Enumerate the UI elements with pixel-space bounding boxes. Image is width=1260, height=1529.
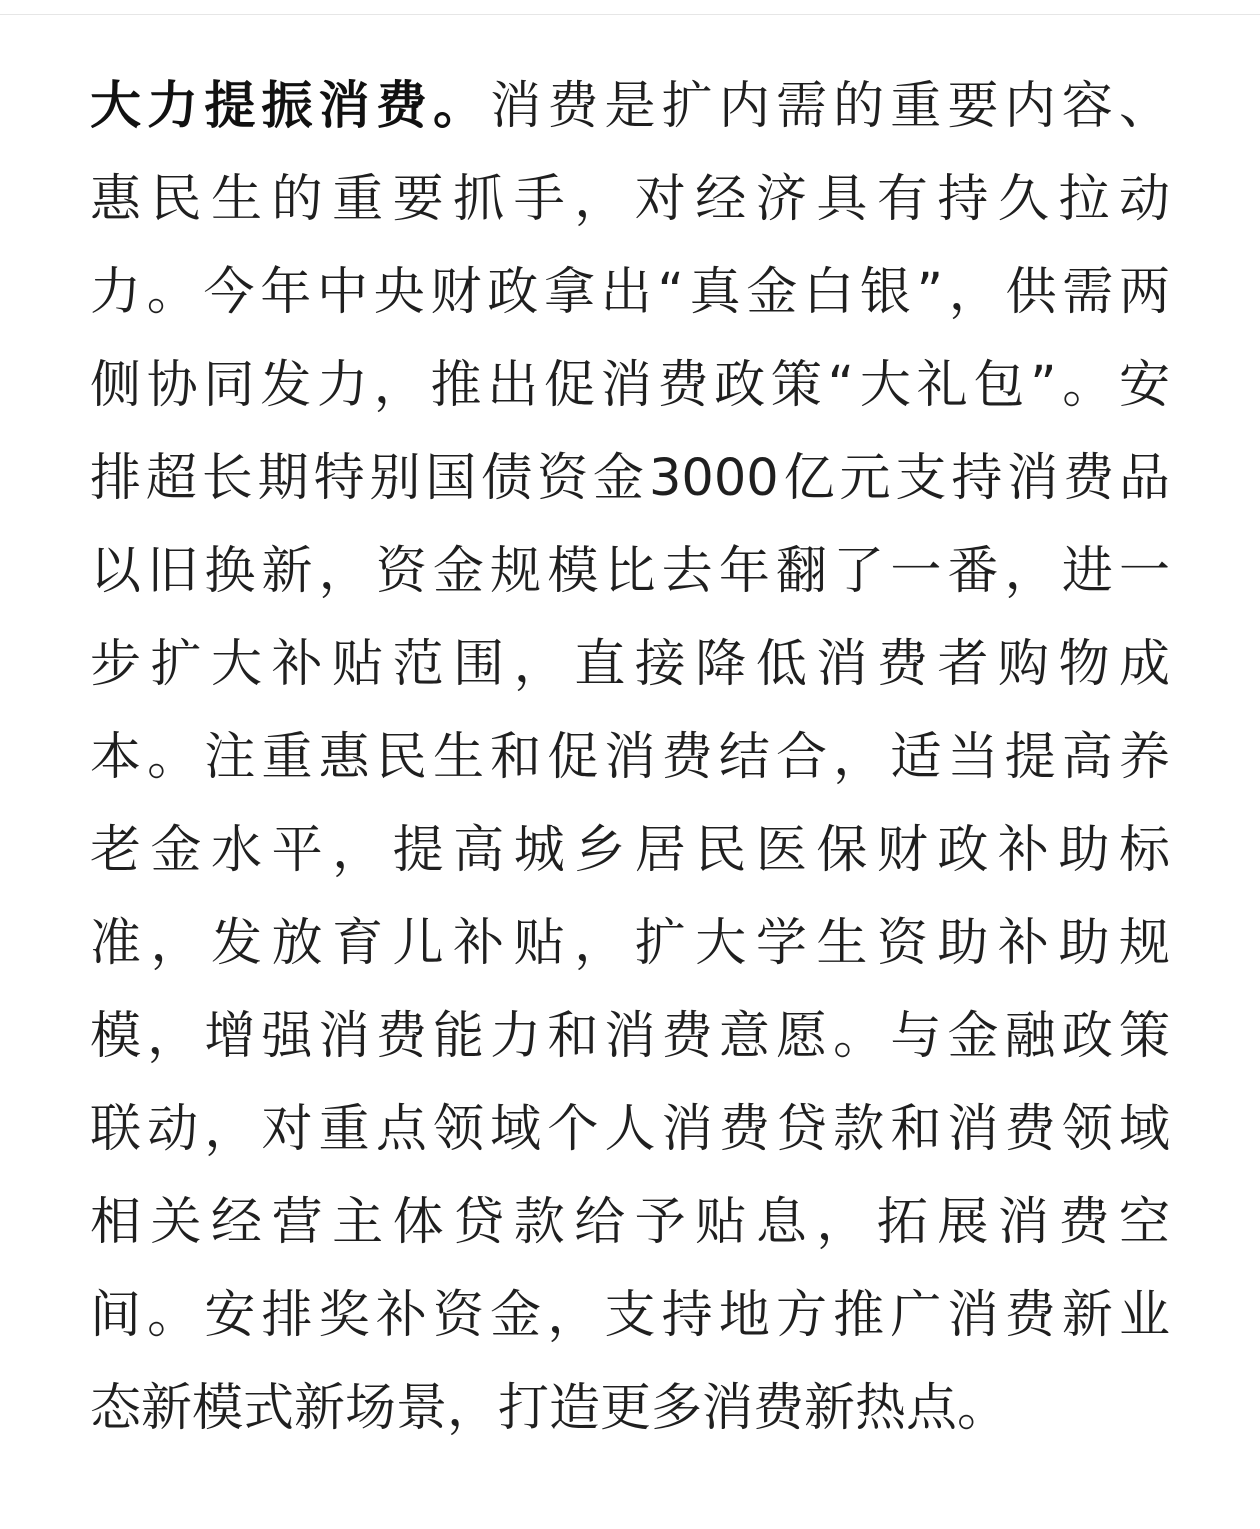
text-line-10: 准，发放育儿补贴，扩大学生资助补助规 [90, 914, 1170, 973]
text-line-2: 惠民生的重要抓手，对经济具有持久拉动 [90, 170, 1170, 229]
text-line-6: 以旧换新，资金规模比去年翻了一番，进一 [90, 542, 1170, 601]
text-line-8: 本。注重惠民生和促消费结合，适当提高养 [90, 728, 1170, 787]
text-line-7: 步扩大补贴范围，直接降低消费者购物成 [90, 635, 1170, 694]
article-body [90, 60, 1170, 1455]
text-line-4: 侧协同发力，推出促消费政策“大礼包”。安 [90, 356, 1170, 415]
text-line-15: 态新模式新场景，打造更多消费新热点。 [90, 1379, 1009, 1438]
text-line-5: 排超长期特别国债资金3000亿元支持消费品 [90, 449, 1170, 508]
text-line-1 [90, 60, 1170, 153]
top-divider [0, 14, 1260, 15]
lead-heading: 大力提振消费。 [90, 77, 491, 136]
text-line-9: 老金水平，提高城乡居民医保财政补助标 [90, 821, 1170, 880]
text-line-3: 力。今年中央财政拿出“真金白银”，供需两 [90, 263, 1170, 322]
text-line-13: 相关经营主体贷款给予贴息，拓展消费空 [90, 1193, 1170, 1252]
text-line-12: 联动，对重点领域个人消费贷款和消费领域 [90, 1100, 1170, 1159]
text-line-11: 模，增强消费能力和消费意愿。与金融政策 [90, 1007, 1170, 1066]
text-line-1-rest: 消费是扩内需的重要内容、 [490, 77, 1170, 136]
text-line-14: 间。安排奖补资金，支持地方推广消费新业 [90, 1286, 1170, 1345]
